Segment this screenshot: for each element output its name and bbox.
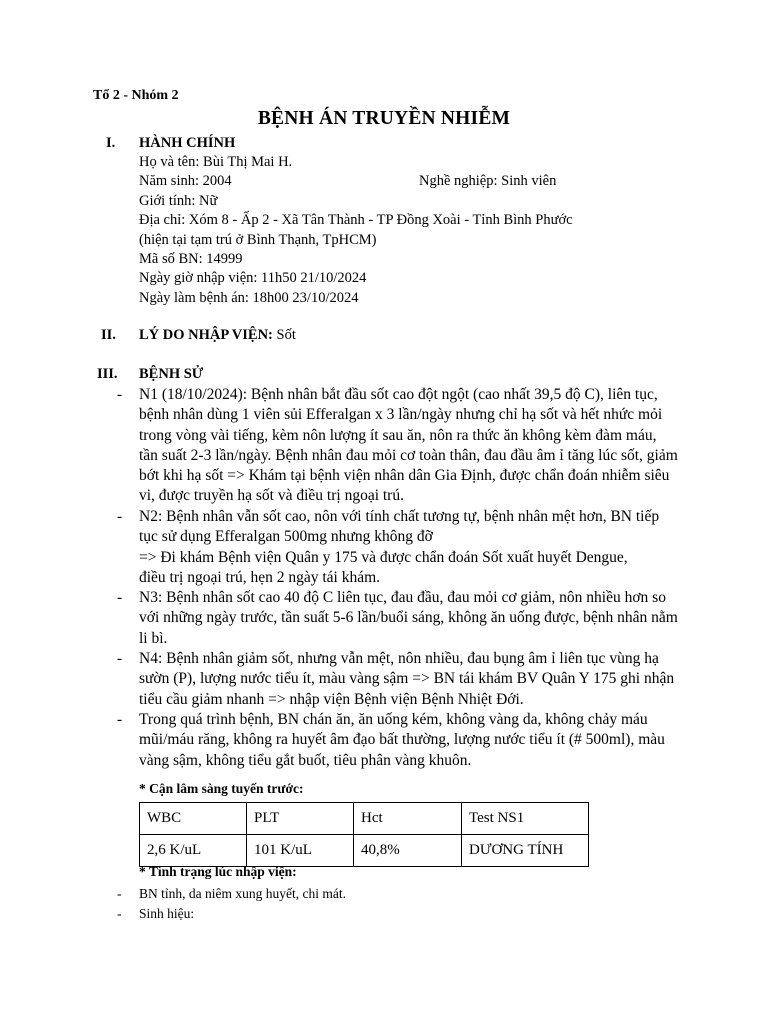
labs-table xyxy=(139,802,589,867)
admission-status-heading: * Tình trạng lúc nhập viện: xyxy=(139,864,297,879)
history-n2-continuation-1: => Đi khám Bệnh viện Quân y 175 và được chẩn đoán Sốt xuất huyết Dengue, xyxy=(139,548,628,566)
table-cell: 40,8% xyxy=(354,835,462,867)
history-item-n2 xyxy=(117,507,679,548)
table-header-row xyxy=(140,803,589,835)
history-text: N3: Bệnh nhân sốt cao 40 độ C liên tục, đau đầu, đau mỏi cơ giảm, nôn nhiều hơn so với những ngày trước, tần suất 5-6 lần/buổi sáng, không ăn uống được, bệnh nhân nằm li bì. xyxy=(139,589,678,647)
history-item-n1 xyxy=(117,385,679,507)
table-header-cell: WBC xyxy=(140,803,247,835)
section-1-heading: HÀNH CHÍNH xyxy=(139,135,236,151)
history-item-overall xyxy=(117,710,679,771)
admission-status-list xyxy=(117,884,346,924)
list-dash: - xyxy=(117,886,122,901)
history-text: N2: Bệnh nhân vẫn sốt cao, nôn với tính chất tương tự, bệnh nhân mệt hơn, BN tiếp tục sử dụng Efferalgan 500mg nhưng không đỡ xyxy=(139,508,660,546)
section-2-number: II. xyxy=(101,327,116,343)
section-1-number: I. xyxy=(106,135,116,151)
list-item xyxy=(117,904,346,924)
admin-info-block xyxy=(139,153,573,308)
group-label: Tổ 2 - Nhóm 2 xyxy=(93,88,179,103)
patient-name: Họ và tên: Bùi Thị Mai H. xyxy=(139,154,293,170)
table-header-cell: Hct xyxy=(354,803,462,835)
history-n2-continuation-2: điều trị ngoại trú, hẹn 2 ngày tái khám. xyxy=(139,568,381,586)
birth-occupation-row xyxy=(139,172,573,191)
admission-reason-label: LÝ DO NHẬP VIỆN: xyxy=(139,327,273,343)
admission-reason-value: Sốt xyxy=(276,327,296,343)
table-cell: 2,6 K/uL xyxy=(140,835,247,867)
patient-id: Mã số BN: 14999 xyxy=(139,251,243,268)
document-title: BỆNH ÁN TRUYỀN NHIỄM xyxy=(257,108,511,129)
temporary-address: (hiện tại tạm trú ở Bình Thạnh, TpHCM) xyxy=(139,231,377,248)
table-cell: DƯƠNG TÍNH xyxy=(462,835,589,867)
history-item-n4 xyxy=(117,649,679,710)
history-list xyxy=(117,385,679,771)
address: Địa chỉ: Xóm 8 - Ấp 2 - Xã Tân Thành - TP Đồng Xoài - Tỉnh Bình Phước xyxy=(139,212,573,229)
history-item-n3 xyxy=(117,588,679,649)
status-text: Sinh hiệu: xyxy=(139,906,195,921)
list-dash: - xyxy=(117,711,123,729)
table-header-cell: PLT xyxy=(247,803,354,835)
section-2-heading xyxy=(139,327,296,344)
list-dash: - xyxy=(117,508,123,525)
list-dash: - xyxy=(117,386,123,403)
labs-heading: * Cận lâm sàng tuyến trước: xyxy=(139,781,304,796)
section-3-heading: BỆNH SỬ xyxy=(139,366,204,382)
admission-time: Ngày giờ nhập viện: 11h50 21/10/2024 xyxy=(139,270,367,287)
table-row xyxy=(140,835,589,867)
list-dash: - xyxy=(117,906,122,921)
occupation: Nghề nghiệp: Sinh viên xyxy=(419,173,557,190)
list-item xyxy=(117,884,346,904)
birth-year: Năm sinh: 2004 xyxy=(139,173,232,190)
gender: Giới tính: Nữ xyxy=(139,192,218,209)
list-dash: - xyxy=(117,650,123,668)
record-time: Ngày làm bệnh án: 18h00 23/10/2024 xyxy=(139,289,359,306)
section-3-number: III. xyxy=(97,366,118,382)
history-text: N4: Bệnh nhân giảm sốt, nhưng vẫn mệt, nôn nhiều, đau bụng âm ỉ liên tục vùng hạ sườn (P), lượng nước tiểu ít, màu vàng sậm => BN tái khám BV Quân Y 175 ghi nhận tiểu cầu giảm nhanh => nhập viện Bệnh viện Bệnh Nhiệt Đới. xyxy=(139,650,675,708)
table-header-cell: Test NS1 xyxy=(462,803,589,835)
list-dash: - xyxy=(117,589,123,607)
status-text: BN tỉnh, da niêm xung huyết, chi mát. xyxy=(139,886,346,901)
table-cell: 101 K/uL xyxy=(247,835,354,867)
history-text: N1 (18/10/2024): Bệnh nhân bắt đầu sốt cao đột ngột (cao nhất 39,5 độ C), liên tục, bệnh nhân dùng 1 viên sủi Efferalgan x 3 lần/ngày nhưng chỉ hạ sốt và hết nhức mỏi trong vòng vài tiếng, kèm nôn lượng ít sau ăn, nôn ra thức ăn không kèm đàm máu, tần suất 2-3 lần/ngày. Bệnh nhân đau mỏi cơ toàn thân, đau đầu âm ỉ tăng lúc sốt, giảm bớt khi hạ sốt => Khám tại bệnh viện nhân dân Gia Định, được chẩn đoán nhiễm siêu vi, được truyền hạ sốt và điều trị ngoại trú. xyxy=(139,386,678,505)
history-text: Trong quá trình bệnh, BN chán ăn, ăn uống kém, không vàng da, không chảy máu mũi/máu răng, không ra huyết âm đạo bất thường, lượng nước tiểu ít (# 500ml), màu vàng sậm, không tiểu gắt buốt, tiêu phân vàng khuôn. xyxy=(139,711,665,769)
